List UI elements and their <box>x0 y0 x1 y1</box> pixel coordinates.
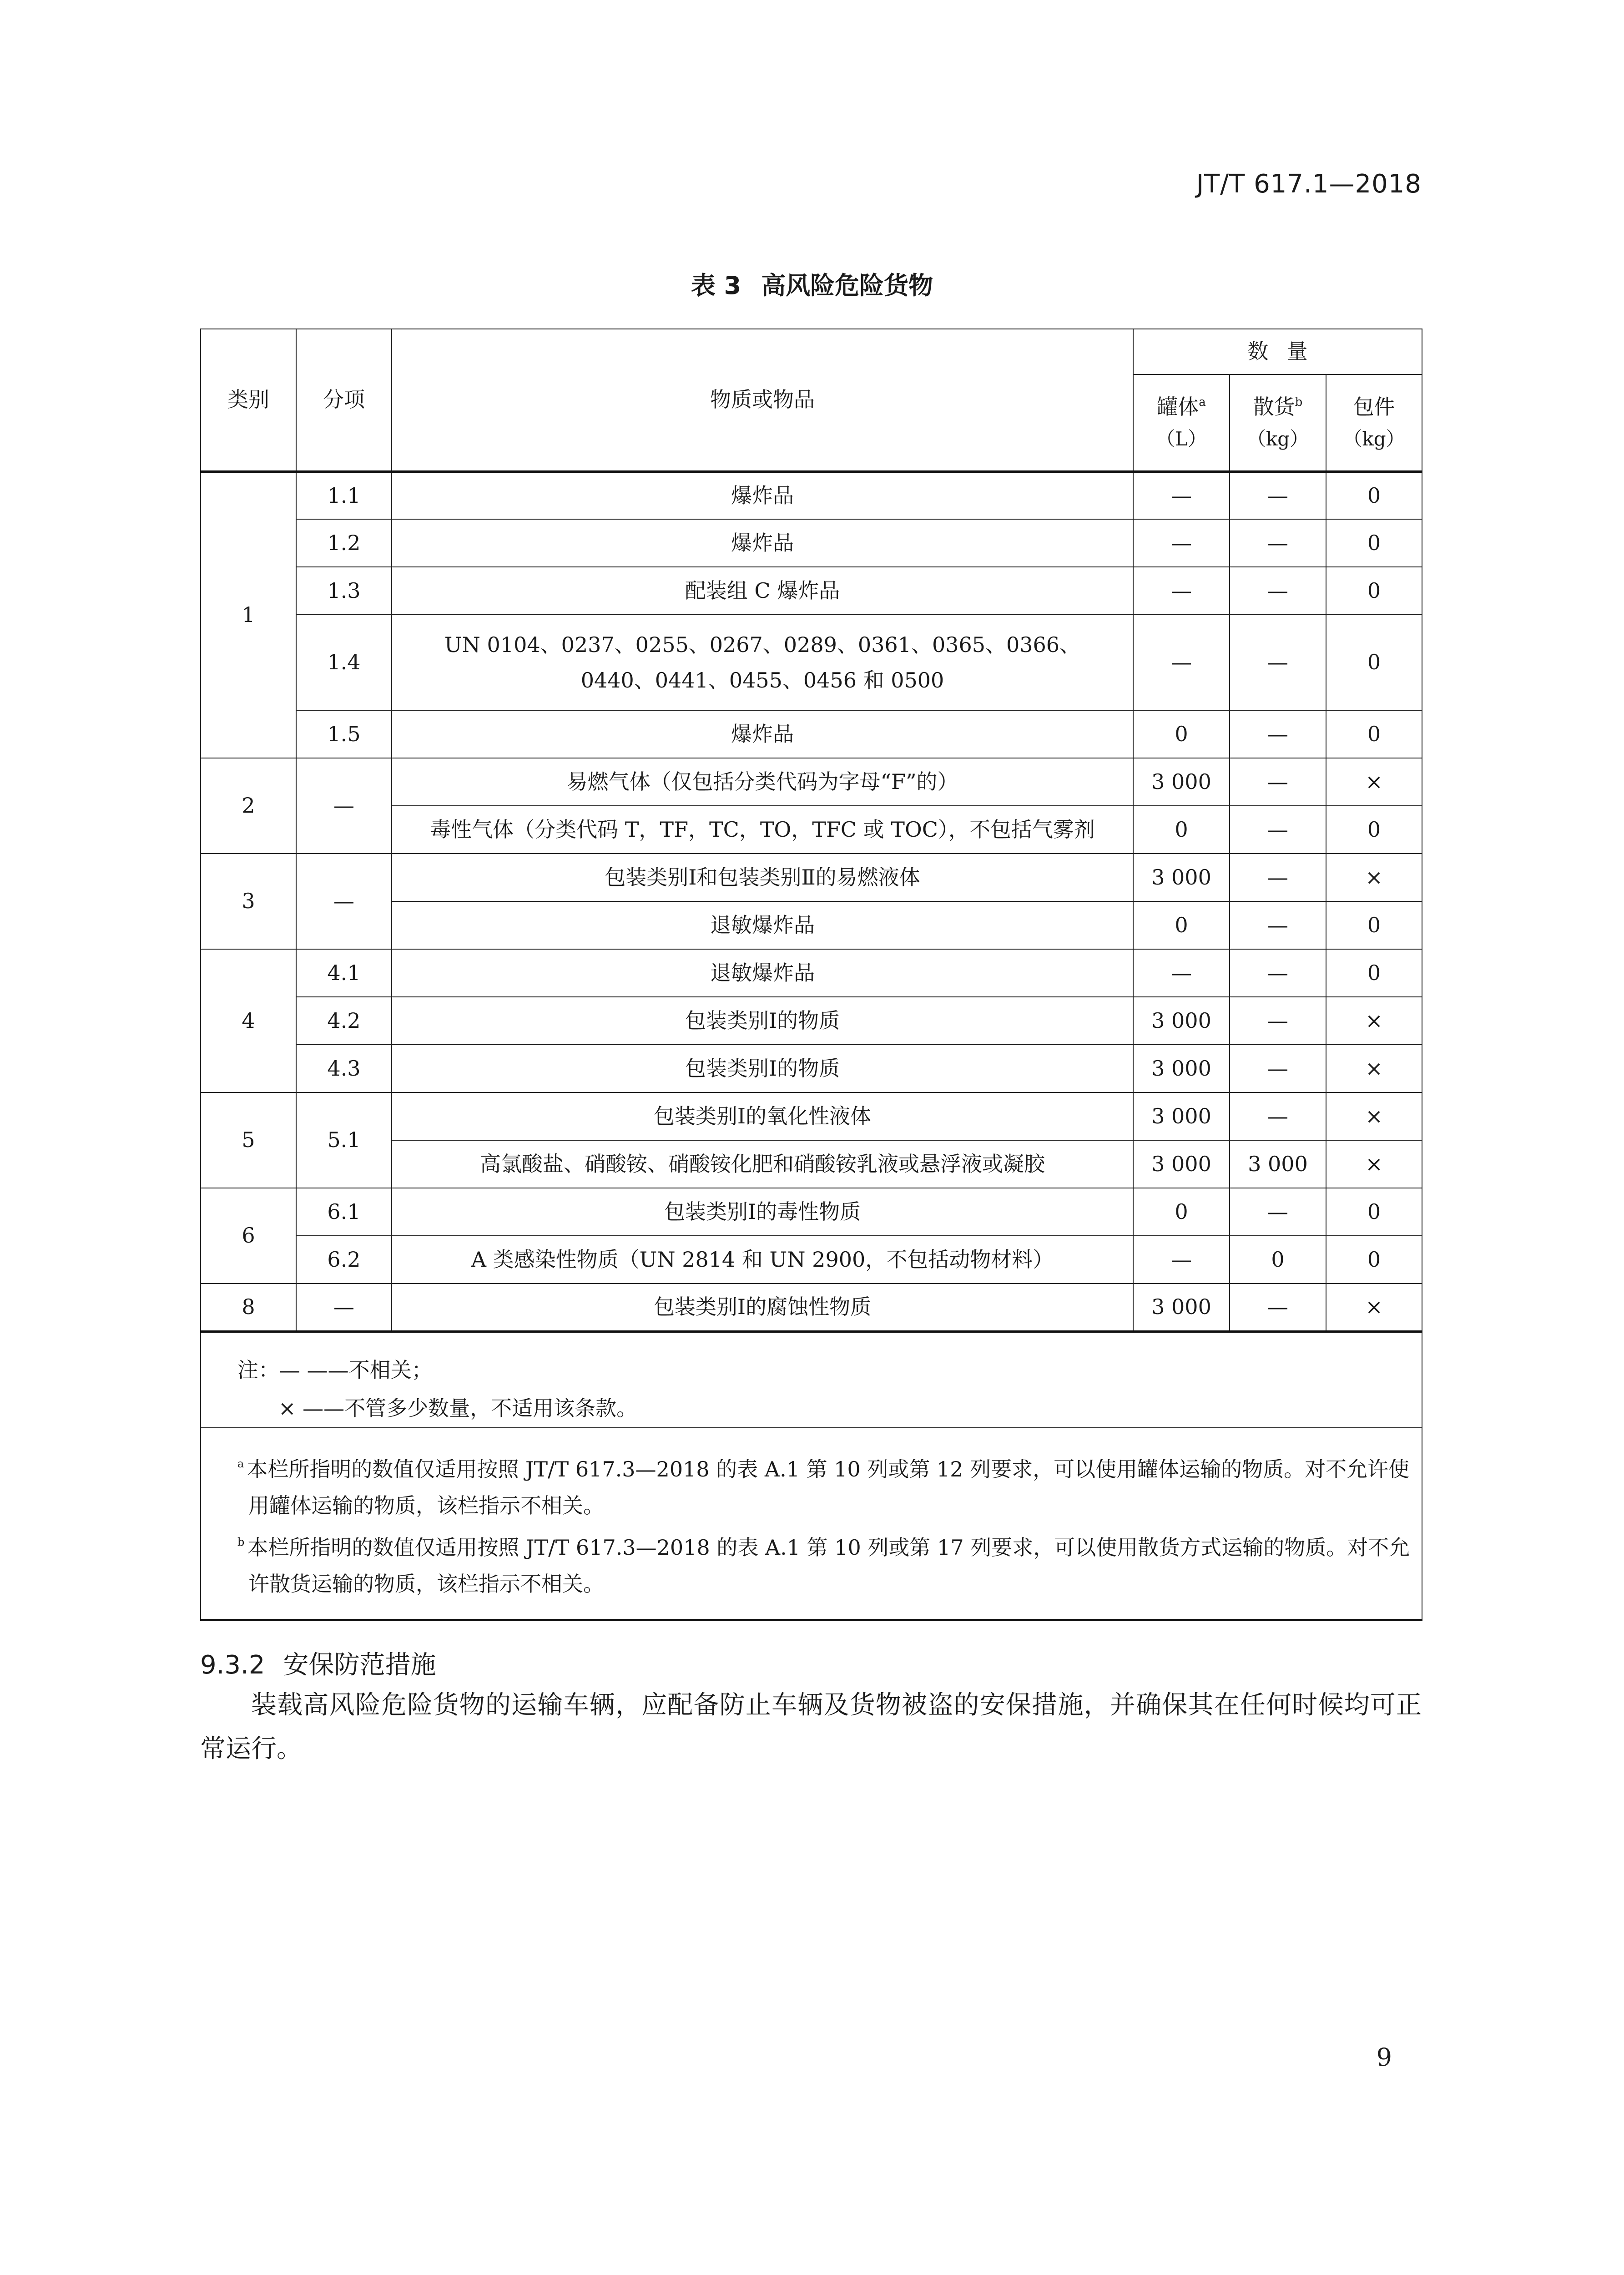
tank-value: 0 <box>1133 901 1230 949</box>
header-quantity: 数量 <box>1133 329 1422 374</box>
section-heading <box>200 1645 436 1681</box>
tank-value: 0 <box>1133 806 1230 854</box>
division-cell: — <box>296 854 392 949</box>
package-value: × <box>1326 1045 1422 1092</box>
substance-cell: UN 0104、0237、0255、0267、0289、0361、0365、0366、 0440、0441、0455、0456 和 0500 <box>392 615 1133 710</box>
footnote-a: $^a$ 本栏所指明的数值仅适用按照 JT/T 617.3—2018 的表 A.1 第 10 列或第 12 列要求，可以使用罐体运输的物质。对不允许使用罐体运输的物质，该栏指示不相关。 <box>237 1457 1410 1518</box>
package-value: 0 <box>1326 471 1422 519</box>
substance-cell: 退敏爆炸品 <box>392 901 1133 949</box>
substance-cell: 高氯酸盐、硝酸铵、硝酸铵化肥和硝酸铵乳液或悬浮液或凝胶 <box>392 1140 1133 1188</box>
header-package: 包件 （kg） <box>1326 374 1422 471</box>
bulk-value: 3 000 <box>1230 1140 1326 1188</box>
substance-cell: 爆炸品 <box>392 471 1133 519</box>
note-not-applicable: 注：— ——不相关； <box>237 1357 433 1382</box>
header-bulk: 散货$^b$ （kg） <box>1230 374 1326 471</box>
table-notes <box>201 1331 1422 1428</box>
substance-cell: 包装类别Ⅰ的氧化性液体 <box>392 1092 1133 1140</box>
package-value: 0 <box>1326 710 1422 758</box>
substance-cell: 爆炸品 <box>392 710 1133 758</box>
category-cell: 3 <box>201 854 296 949</box>
category-cell: 6 <box>201 1188 296 1284</box>
bulk-value: — <box>1230 1284 1326 1331</box>
substance-cell: 包装类别Ⅰ和包装类别Ⅱ的易燃液体 <box>392 854 1133 901</box>
section-number: 9.3.2 <box>200 1650 265 1680</box>
package-value: 0 <box>1326 901 1422 949</box>
tank-value: — <box>1133 615 1230 710</box>
tank-value: 3 000 <box>1133 1140 1230 1188</box>
tank-value: 3 000 <box>1133 854 1230 901</box>
package-value: × <box>1326 854 1422 901</box>
category-cell: 2 <box>201 758 296 854</box>
bulk-value: — <box>1230 806 1326 854</box>
header-category: 类别 <box>201 329 296 471</box>
tank-value: — <box>1133 471 1230 519</box>
division-cell: 1.5 <box>296 710 392 758</box>
division-cell: 4.3 <box>296 1045 392 1092</box>
category-cell: 1 <box>201 471 296 758</box>
table-number: 表 3 <box>691 271 741 300</box>
package-value: × <box>1326 758 1422 806</box>
division-cell: 5.1 <box>296 1092 392 1188</box>
tank-value: — <box>1133 519 1230 567</box>
package-value: 0 <box>1326 1236 1422 1284</box>
tank-value: — <box>1133 1236 1230 1284</box>
bulk-value: — <box>1230 758 1326 806</box>
substance-cell: 包装类别Ⅰ的物质 <box>392 1045 1133 1092</box>
division-cell: 1.4 <box>296 615 392 710</box>
substance-cell: A 类感染性物质（UN 2814 和 UN 2900，不包括动物材料） <box>392 1236 1133 1284</box>
table-title <box>0 266 1624 301</box>
bulk-value: — <box>1230 567 1326 615</box>
category-cell: 5 <box>201 1092 296 1188</box>
substance-cell: 包装类别Ⅰ的毒性物质 <box>392 1188 1133 1236</box>
package-value: 0 <box>1326 519 1422 567</box>
tank-value: 0 <box>1133 1188 1230 1236</box>
division-cell: 4.1 <box>296 949 392 997</box>
section-title: 安保防范措施 <box>283 1650 436 1680</box>
substance-cell: 包装类别Ⅰ的腐蚀性物质 <box>392 1284 1133 1331</box>
bulk-value: — <box>1230 997 1326 1045</box>
high-risk-goods-table <box>200 329 1422 1621</box>
bulk-value: — <box>1230 901 1326 949</box>
tank-value: 3 000 <box>1133 1045 1230 1092</box>
substance-cell: 爆炸品 <box>392 519 1133 567</box>
division-cell: 6.2 <box>296 1236 392 1284</box>
bulk-value: — <box>1230 615 1326 710</box>
division-cell: 6.1 <box>296 1188 392 1236</box>
division-cell: — <box>296 758 392 854</box>
section-body: 装载高风险危险货物的运输车辆，应配备防止车辆及货物被盗的安保措施，并确保其在任何时候均可正常运行。 <box>200 1690 1422 1764</box>
category-cell: 8 <box>201 1284 296 1331</box>
tank-value: 3 000 <box>1133 997 1230 1045</box>
bulk-value: — <box>1230 1092 1326 1140</box>
division-cell: 1.3 <box>296 567 392 615</box>
bulk-value: — <box>1230 1188 1326 1236</box>
page-number: 9 <box>1376 2043 1392 2072</box>
package-value: 0 <box>1326 1188 1422 1236</box>
bulk-value: — <box>1230 471 1326 519</box>
header-division: 分项 <box>296 329 392 471</box>
package-value: × <box>1326 1092 1422 1140</box>
substance-cell: 易燃气体（仅包括分类代码为字母“F”的） <box>392 758 1133 806</box>
bulk-value: — <box>1230 949 1326 997</box>
package-value: 0 <box>1326 949 1422 997</box>
package-value: × <box>1326 1284 1422 1331</box>
tank-value: — <box>1133 949 1230 997</box>
tank-value: 3 000 <box>1133 758 1230 806</box>
substance-cell: 毒性气体（分类代码 T，TF，TC，TO，TFC 或 TOC），不包括气雾剂 <box>392 806 1133 854</box>
division-cell: 4.2 <box>296 997 392 1045</box>
tank-value: 3 000 <box>1133 1284 1230 1331</box>
substance-cell: 包装类别Ⅰ的物质 <box>392 997 1133 1045</box>
bulk-value: 0 <box>1230 1236 1326 1284</box>
tank-value: — <box>1133 567 1230 615</box>
substance-cell: 配装组 C 爆炸品 <box>392 567 1133 615</box>
package-value: 0 <box>1326 615 1422 710</box>
document-code: JT/T 617.1—2018 <box>1196 169 1422 199</box>
bulk-value: — <box>1230 1045 1326 1092</box>
division-cell: 1.2 <box>296 519 392 567</box>
footnote-b: $^b$ 本栏所指明的数值仅适用按照 JT/T 617.3—2018 的表 A.1 第 10 列或第 17 列要求，可以使用散货方式运输的物质。对不允许散货运输的物质，该栏指示不相关。 <box>237 1535 1410 1596</box>
package-value: 0 <box>1326 806 1422 854</box>
bulk-value: — <box>1230 854 1326 901</box>
tank-value: 0 <box>1133 710 1230 758</box>
header-tank: 罐体$^a$ （L） <box>1133 374 1230 471</box>
table-footnotes <box>201 1428 1422 1620</box>
substance-cell: 退敏爆炸品 <box>392 949 1133 997</box>
package-value: × <box>1326 997 1422 1045</box>
note-any-quantity: × ——不管多少数量，不适用该条款。 <box>278 1395 638 1421</box>
bulk-value: — <box>1230 710 1326 758</box>
package-value: 0 <box>1326 567 1422 615</box>
table-name: 高风险危险货物 <box>761 271 933 300</box>
package-value: × <box>1326 1140 1422 1188</box>
category-cell: 4 <box>201 949 296 1092</box>
bulk-value: — <box>1230 519 1326 567</box>
division-cell: — <box>296 1284 392 1331</box>
division-cell: 1.1 <box>296 471 392 519</box>
tank-value: 3 000 <box>1133 1092 1230 1140</box>
header-substance: 物质或物品 <box>392 329 1133 471</box>
